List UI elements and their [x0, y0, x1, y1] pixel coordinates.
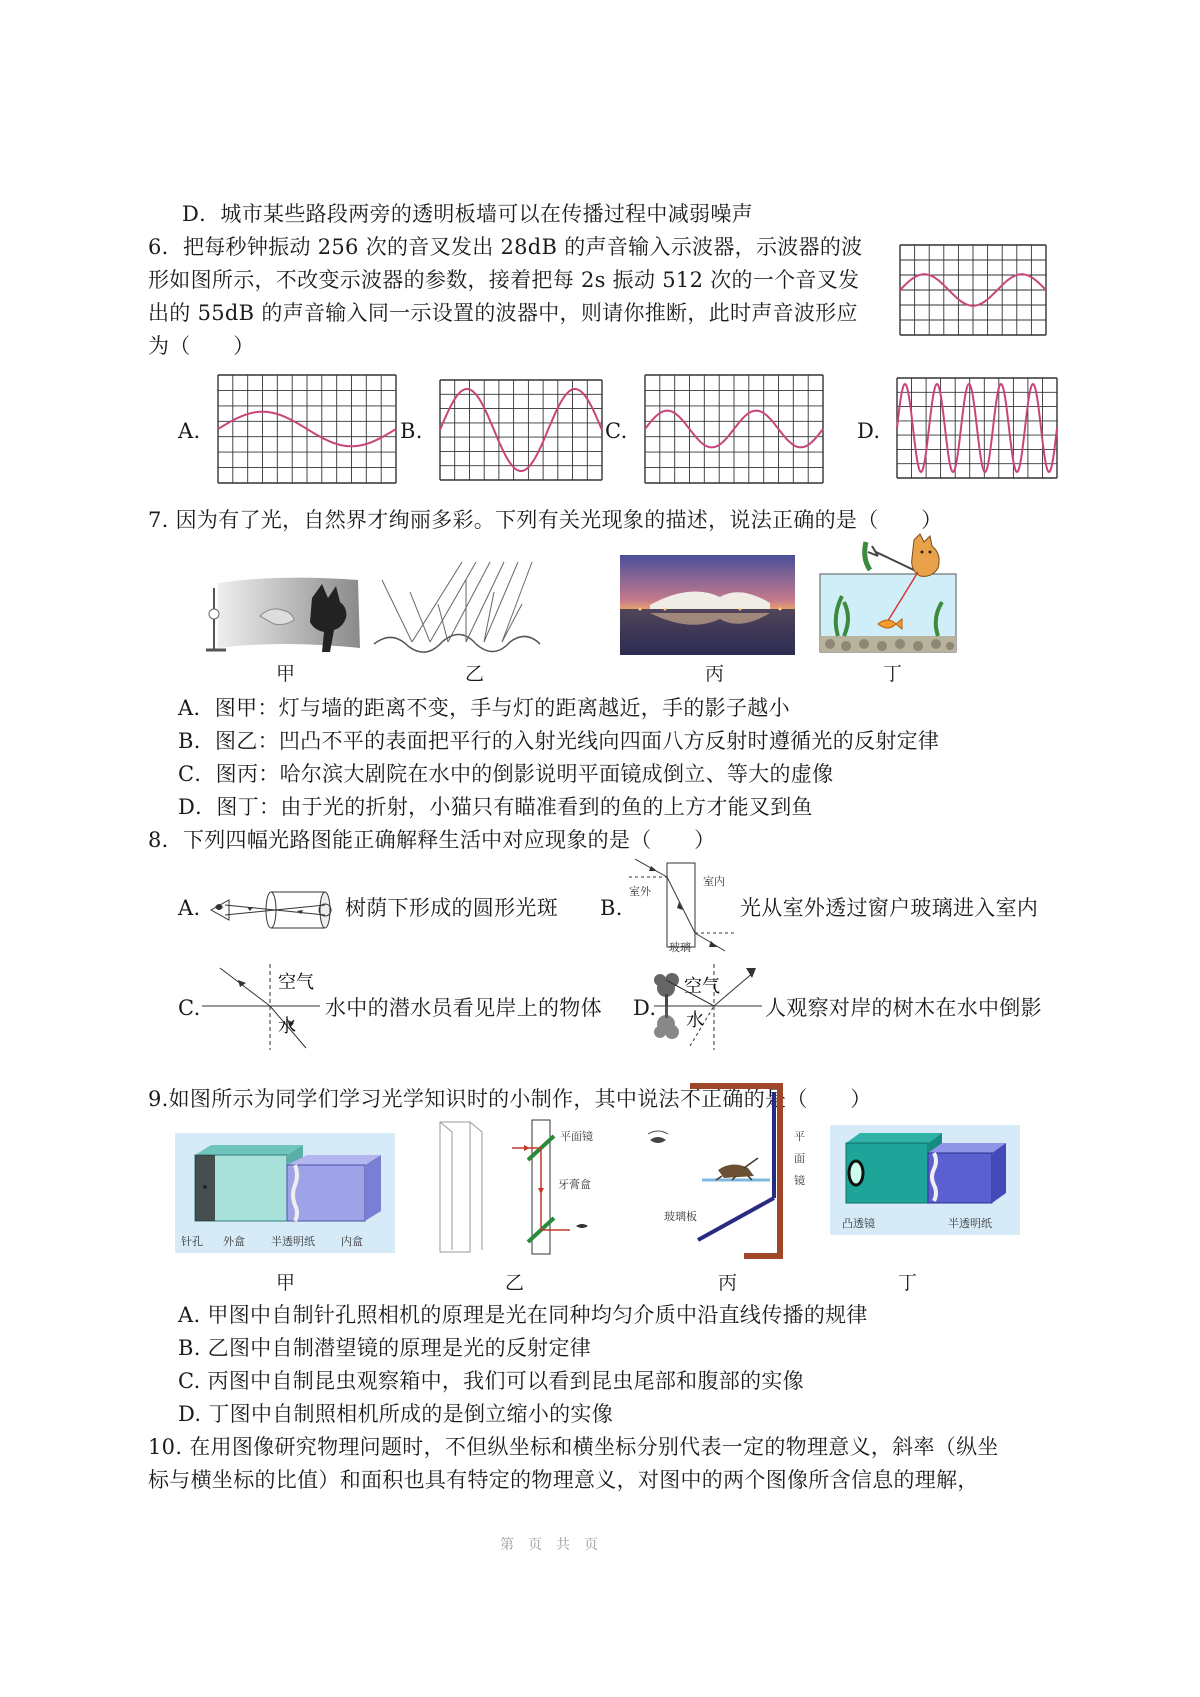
svg-text:室内: 室内 [703, 875, 725, 888]
q9-option-d: D. 丁图中自制照相机所成的是倒立缩小的实像 [178, 1402, 614, 1426]
q8-option-d-reflection-diagram [650, 962, 765, 1052]
q9-ding-label-lens: 凸透镜 [842, 1217, 875, 1230]
q9-jia-label-inner-box: 内盒 [341, 1235, 363, 1248]
rough-surface [374, 634, 540, 652]
q9-option-a: A. 甲图中自制针孔照相机的原理是光在同种均匀介质中沿直线传播的规律 [178, 1303, 868, 1327]
svg-text:玻璃: 玻璃 [669, 941, 691, 954]
q7-caption-yi: 乙 [465, 663, 485, 685]
q5-option-d: D．城市某些路段两旁的透明板墙可以在传播过程中减弱噪声 [182, 202, 753, 226]
q9-caption-ding: 丁 [898, 1272, 918, 1294]
q9-jia-label-pinhole: 针孔 [181, 1235, 203, 1248]
q9-yi-label-mirror: 平面镜 [560, 1130, 593, 1143]
q6-option-a-label: A. [178, 419, 201, 443]
incident-ray [466, 562, 504, 642]
q6-option-b-label: B. [400, 419, 423, 443]
waveform-line [897, 384, 1057, 472]
q6-stem-line2: 形如图所示，不改变示波器的参数，接着把每 2s 振动 512 次的一个音叉发 [148, 268, 860, 292]
q6-reference-waveform [900, 245, 1046, 335]
q7-stem: 7. 因为有了光，自然界才绚丽多彩。下列有关光现象的描述，说法正确的是（ ） [148, 508, 943, 532]
q9-figure-yi-periscope [430, 1118, 640, 1258]
q7-caption-jia: 甲 [276, 663, 296, 685]
q9-bing-label-jing: 镜 [794, 1174, 805, 1187]
q8-option-b-text: 光从室外透过窗户玻璃进入室内 [740, 896, 1039, 920]
q9-yi-label-box: 牙膏盒 [558, 1178, 591, 1191]
q9-bing-label-glass: 玻璃板 [664, 1210, 697, 1223]
q9-caption-bing: 丙 [718, 1272, 738, 1294]
q7-caption-ding: 丁 [883, 663, 903, 685]
waveform-line [440, 389, 602, 471]
reflected-ray [410, 592, 430, 642]
svg-text:室外: 室外 [629, 885, 651, 898]
reflected-ray [484, 592, 494, 642]
reflected-ray [382, 580, 412, 642]
reflected-ray [438, 604, 448, 642]
q9-option-b: B. 乙图中自制潜望镜的原理是光的反射定律 [178, 1336, 592, 1360]
oscilloscope-grid [440, 380, 602, 480]
q9-jia-label-outer-box: 外盒 [223, 1235, 245, 1248]
q8-d-water-label: 水 [686, 1010, 704, 1031]
q8-stem: 8．下列四幅光路图能正确解释生活中对应现象的是（ ） [148, 828, 716, 852]
q7-option-c: C．图丙：哈尔滨大剧院在水中的倒影说明平面镜成倒立、等大的虚像 [178, 762, 834, 786]
q7-figure-yi-diffuse-reflection [372, 560, 542, 655]
q9-figure-jia-pinhole-camera [175, 1133, 395, 1253]
q9-caption-yi: 乙 [505, 1272, 525, 1294]
q6-option-b-waveform [440, 380, 602, 480]
q9-jia-label-paper: 半透明纸 [271, 1235, 315, 1248]
q7-figure-jia-shadow [200, 578, 365, 653]
q6-option-d-waveform [897, 378, 1057, 478]
q9-figure-ding-homemade-camera [830, 1125, 1020, 1235]
q8-option-d-label: D. [633, 996, 657, 1020]
reflected-ray [502, 604, 522, 642]
incident-ray [484, 562, 518, 642]
q9-stem: 9.如图所示为同学们学习光学知识时的小制作，其中说法不正确的是（ ） [148, 1087, 872, 1111]
q9-ding-label-paper: 半透明纸 [948, 1217, 992, 1230]
q6-option-a-waveform [218, 375, 396, 483]
q7-figure-bing-opera-house-photo [620, 555, 795, 655]
q8-option-d-text: 人观察对岸的树木在水中倒影 [765, 996, 1042, 1020]
q8-option-b-label: B. [600, 896, 623, 920]
oscilloscope-grid [900, 245, 1046, 335]
q8-option-b-window-glass-diagram [625, 855, 740, 955]
q8-option-c-refraction-diagram [198, 962, 323, 1052]
q7-option-b: B．图乙：凹凸不平的表面把平行的入射光线向四面八方反射时遵循光的反射定律 [178, 729, 940, 753]
q8-option-a-label: A. [178, 896, 201, 920]
q6-stem-line3: 出的 55dB 的声音输入同一示设置的波器中，则请你推断，此时声音波形应 [148, 301, 858, 325]
q6-option-d-label: D. [857, 419, 881, 443]
q9-caption-jia: 甲 [276, 1272, 296, 1294]
q9-bing-label-mian: 面 [794, 1152, 805, 1165]
q10-stem-line2: 标与横坐标的比值）和面积也具有特定的物理意义，对图中的两个图像所含信息的理解， [148, 1468, 979, 1492]
q8-option-a-text: 树荫下形成的圆形光斑 [345, 896, 558, 920]
q8-d-air-label: 空气 [684, 976, 720, 997]
q8-option-c-label: C. [178, 996, 201, 1020]
q7-figure-ding-cat-fishing [818, 532, 960, 654]
q8-option-c-text: 水中的潜水员看见岸上的物体 [325, 996, 602, 1020]
page-footer: 第 页 共 页 [500, 1537, 598, 1553]
q8-option-a-pinhole-diagram [205, 885, 335, 935]
q7-option-a: A．图甲：灯与墙的距离不变，手与灯的距离越近，手的影子越小 [178, 696, 790, 720]
q6-stem-line1: 6．把每秒钟振动 256 次的音叉发出 28dB 的声音输入示波器，示波器的波 [148, 235, 863, 259]
q6-stem-line4: 为（ ） [148, 334, 255, 358]
q8-c-water-label: 水 [278, 1016, 296, 1037]
q7-option-d: D．图丁：由于光的折射，小猫只有瞄准看到的鱼的上方才能叉到鱼 [178, 795, 813, 819]
q6-option-c-label: C. [605, 419, 628, 443]
incident-ray [502, 562, 532, 642]
q10-stem-line1: 10. 在用图像研究物理问题时，不但纵坐标和横坐标分别代表一定的物理意义，斜率（纵坐 [148, 1435, 999, 1459]
q6-option-c-waveform [645, 375, 823, 483]
q8-c-air-label: 空气 [278, 972, 314, 993]
q9-bing-label-ping: 平 [794, 1130, 805, 1143]
q9-option-c: C. 丙图中自制昆虫观察箱中，我们可以看到昆虫尾部和腹部的实像 [178, 1369, 804, 1393]
q7-caption-bing: 丙 [705, 663, 725, 685]
q9-figure-bing-insect-box [640, 1080, 820, 1260]
